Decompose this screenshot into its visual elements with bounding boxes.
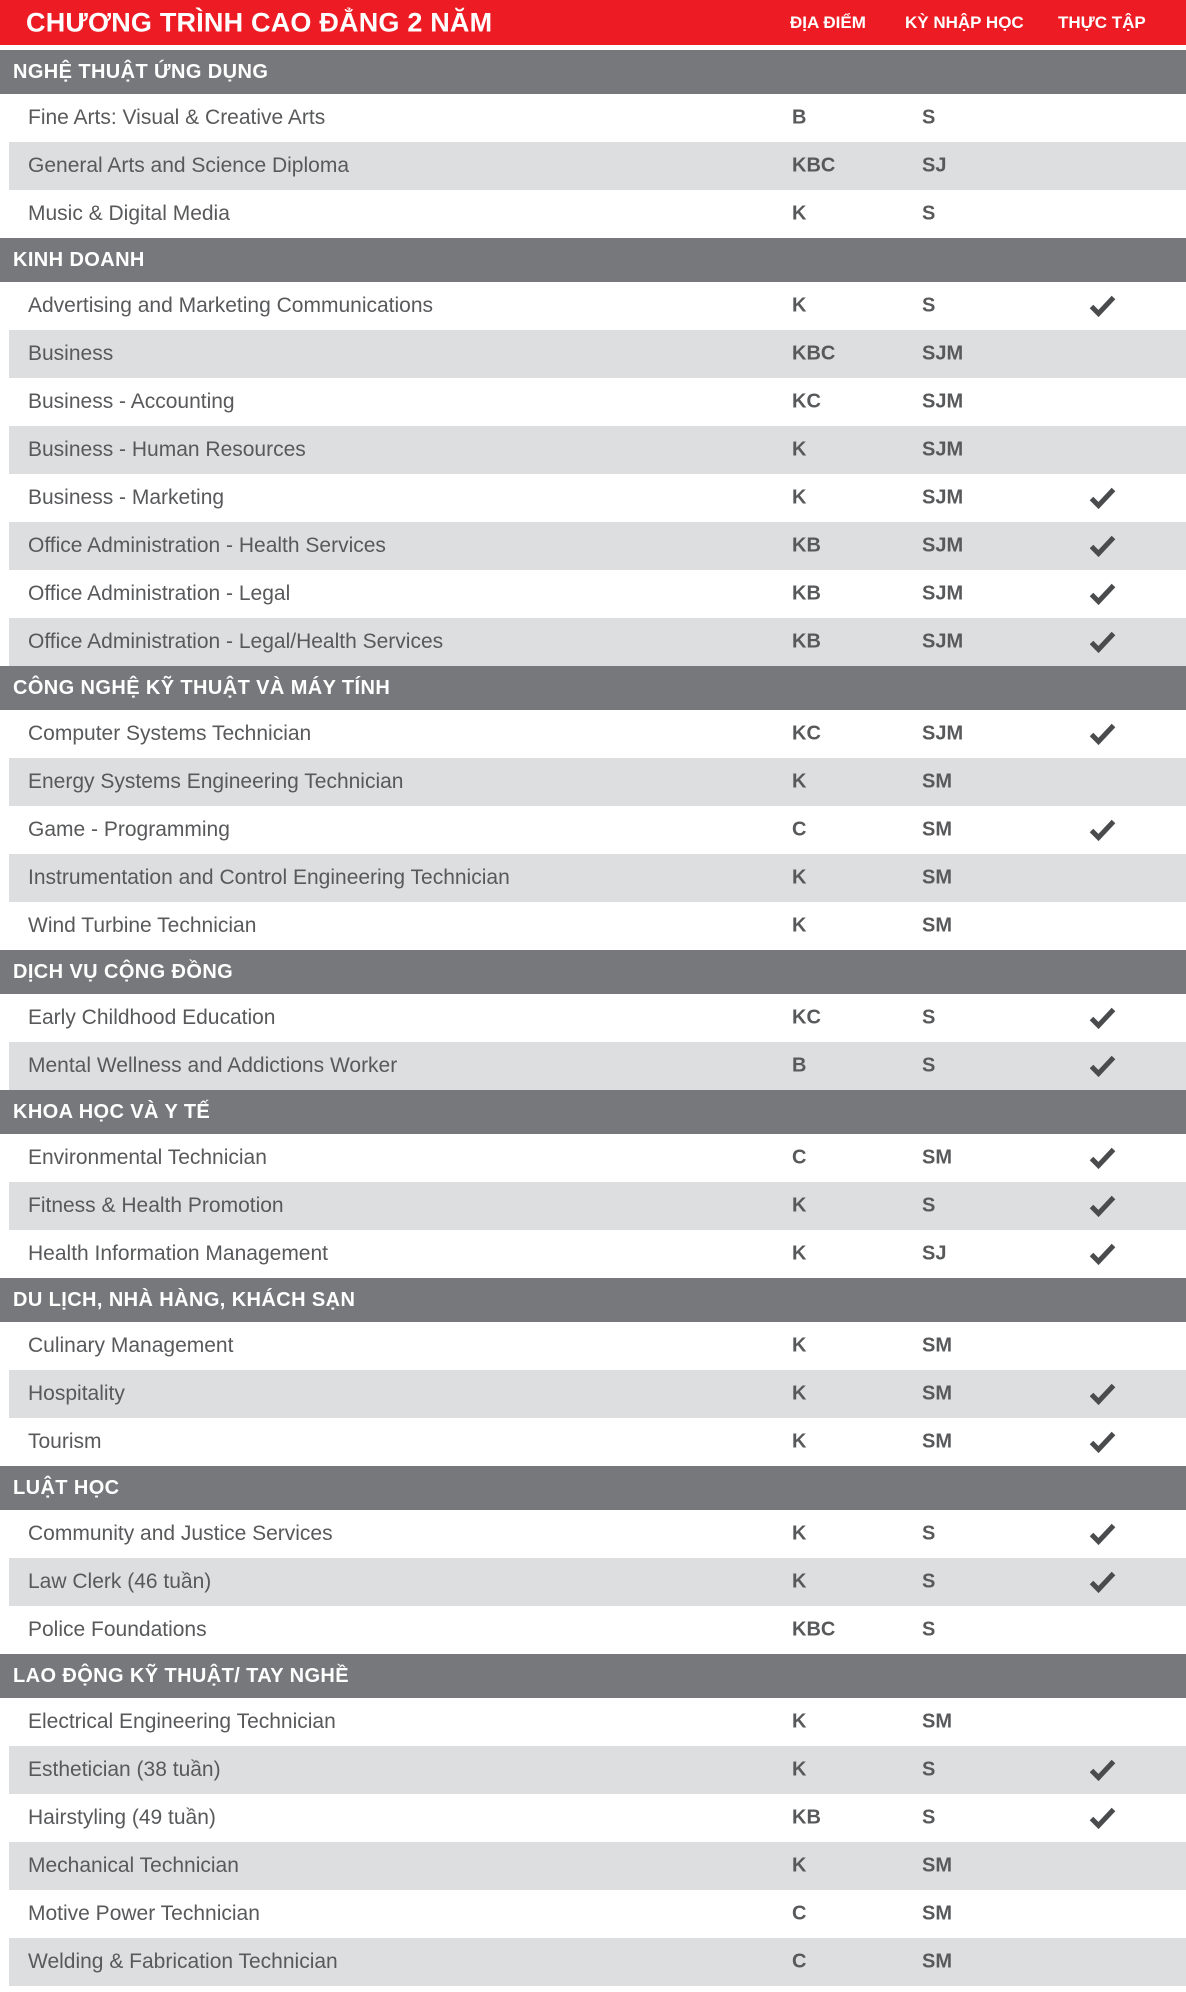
program-name: Health Information Management: [28, 1242, 328, 1265]
table-row: [0, 190, 1186, 238]
program-name: Community and Justice Services: [28, 1522, 333, 1545]
program-name: Office Administration - Health Services: [28, 534, 386, 557]
intake-code: SM: [922, 1950, 952, 1973]
program-name: Hospitality: [28, 1382, 125, 1405]
location-code: KB: [792, 534, 821, 557]
intake-code: S: [922, 1758, 936, 1781]
intake-code: S: [922, 1054, 936, 1077]
table-row: [0, 1842, 1186, 1890]
intake-code: SM: [922, 818, 952, 841]
intake-code: SJM: [922, 534, 964, 557]
check-icon: [1072, 487, 1132, 509]
intake-code: SJM: [922, 722, 964, 745]
table-row: [0, 1698, 1186, 1746]
check-icon: [1072, 1431, 1132, 1453]
table-row: [0, 758, 1186, 806]
location-code: K: [792, 1334, 807, 1357]
program-name: Mental Wellness and Addictions Worker: [28, 1054, 398, 1077]
location-code: KB: [792, 582, 821, 605]
check-icon: [1072, 535, 1132, 557]
program-name: Electrical Engineering Technician: [28, 1710, 336, 1733]
table-row: [0, 1322, 1186, 1370]
table-row: [0, 94, 1186, 142]
intake-code: SJM: [922, 486, 964, 509]
program-name: Hairstyling (49 tuần): [28, 1806, 216, 1829]
program-name: Culinary Management: [28, 1334, 234, 1357]
section-header: KHOA HỌC VÀ Y TẾ: [0, 1090, 1186, 1134]
check-icon: [1072, 1055, 1132, 1077]
table-body: [0, 45, 1186, 1986]
section-header: CÔNG NGHỆ KỸ THUẬT VÀ MÁY TÍNH: [0, 666, 1186, 710]
location-code: KB: [792, 630, 821, 653]
location-code: K: [792, 1710, 807, 1733]
program-name: Instrumentation and Control Engineering Technician: [28, 866, 510, 889]
section-header: NGHỆ THUẬT ỨNG DỤNG: [0, 50, 1186, 94]
location-code: KB: [792, 1806, 821, 1829]
program-name: Business - Accounting: [28, 390, 235, 413]
intake-code: SM: [922, 1430, 952, 1453]
location-code: C: [792, 1950, 807, 1973]
location-code: K: [792, 1430, 807, 1453]
section-header: DU LỊCH, NHÀ HÀNG, KHÁCH SẠN: [0, 1278, 1186, 1322]
location-code: B: [792, 1054, 807, 1077]
location-code: C: [792, 1146, 807, 1169]
location-code: K: [792, 914, 807, 937]
check-icon: [1072, 723, 1132, 745]
location-code: C: [792, 1902, 807, 1925]
check-icon: [1072, 1007, 1132, 1029]
table-row: [0, 142, 1186, 190]
program-name: Computer Systems Technician: [28, 722, 312, 745]
location-code: K: [792, 1758, 807, 1781]
intake-code: SJM: [922, 630, 964, 653]
check-icon: [1072, 583, 1132, 605]
program-name: Mechanical Technician: [28, 1854, 239, 1877]
intake-code: SJ: [922, 1242, 947, 1265]
program-name: Esthetician (38 tuần): [28, 1758, 221, 1781]
table-row: [0, 522, 1186, 570]
intake-code: SM: [922, 1710, 952, 1733]
program-name: Police Foundations: [28, 1618, 207, 1641]
table-row: [0, 1890, 1186, 1938]
table-row: [0, 854, 1186, 902]
location-code: K: [792, 486, 807, 509]
location-code: K: [792, 294, 807, 317]
column-header-location: ĐỊA ĐIỂM: [790, 12, 866, 32]
intake-code: S: [922, 1570, 936, 1593]
check-icon: [1072, 295, 1132, 317]
check-icon: [1072, 1571, 1132, 1593]
intake-code: SM: [922, 866, 952, 889]
intake-code: SM: [922, 1334, 952, 1357]
table-row: [0, 618, 1186, 666]
table-row: [0, 474, 1186, 522]
program-name: Office Administration - Legal: [28, 582, 291, 605]
table-row: [0, 710, 1186, 758]
table-title: CHƯƠNG TRÌNH CAO ĐẲNG 2 NĂM: [26, 7, 493, 37]
program-name: General Arts and Science Diploma: [28, 154, 349, 177]
intake-code: S: [922, 1522, 936, 1545]
program-name: Fitness & Health Promotion: [28, 1194, 284, 1217]
table-row: [0, 806, 1186, 854]
program-name: Motive Power Technician: [28, 1902, 260, 1925]
location-code: K: [792, 770, 807, 793]
location-code: K: [792, 1242, 807, 1265]
program-name: Welding & Fabrication Technician: [28, 1950, 338, 1973]
intake-code: SM: [922, 914, 952, 937]
intake-code: S: [922, 1806, 936, 1829]
location-code: KC: [792, 1006, 821, 1029]
intake-code: SJ: [922, 154, 947, 177]
program-name: Law Clerk (46 tuần): [28, 1570, 212, 1593]
table-row: [0, 1746, 1186, 1794]
table-row: [0, 426, 1186, 474]
program-name: Advertising and Marketing Communications: [28, 294, 434, 317]
program-name: Game - Programming: [28, 818, 230, 841]
intake-code: SJM: [922, 582, 964, 605]
location-code: KBC: [792, 342, 836, 365]
check-icon: [1072, 819, 1132, 841]
location-code: K: [792, 866, 807, 889]
table-row: [0, 1558, 1186, 1606]
check-icon: [1072, 1807, 1132, 1829]
intake-code: SM: [922, 1382, 952, 1405]
program-name: Tourism: [28, 1430, 102, 1453]
program-name: Fine Arts: Visual & Creative Arts: [28, 106, 326, 129]
location-code: B: [792, 106, 807, 129]
intake-code: SM: [922, 1146, 952, 1169]
program-name: Music & Digital Media: [28, 202, 230, 225]
intake-code: S: [922, 106, 936, 129]
table-row: [0, 1370, 1186, 1418]
table-row: [0, 1042, 1186, 1090]
intake-code: SJM: [922, 438, 964, 461]
intake-code: SM: [922, 1902, 952, 1925]
table-row: [0, 282, 1186, 330]
program-name: Environmental Technician: [28, 1146, 267, 1169]
location-code: C: [792, 818, 807, 841]
check-icon: [1072, 1383, 1132, 1405]
table-row: [0, 902, 1186, 950]
table-row: [0, 994, 1186, 1042]
check-icon: [1072, 1243, 1132, 1265]
intake-code: S: [922, 1618, 936, 1641]
check-icon: [1072, 1759, 1132, 1781]
table-header: [0, 0, 1186, 45]
program-name: Early Childhood Education: [28, 1006, 276, 1029]
table-row: [0, 1134, 1186, 1182]
table-row: [0, 1794, 1186, 1842]
section-header: LAO ĐỘNG KỸ THUẬT/ TAY NGHỀ: [0, 1654, 1186, 1698]
program-name: Business - Marketing: [28, 486, 225, 509]
location-code: KBC: [792, 1618, 836, 1641]
intake-code: S: [922, 294, 936, 317]
column-header-coop: THỰC TẬP: [1058, 12, 1146, 32]
location-code: KBC: [792, 154, 836, 177]
check-icon: [1072, 1195, 1132, 1217]
section-header: DỊCH VỤ CỘNG ĐỒNG: [0, 950, 1186, 994]
program-name: Office Administration - Legal/Health Services: [28, 630, 444, 653]
table-row: [0, 1230, 1186, 1278]
location-code: K: [792, 438, 807, 461]
table-row: [0, 1606, 1186, 1654]
table-row: [0, 1418, 1186, 1466]
program-name: Business - Human Resources: [28, 438, 306, 461]
program-name: Wind Turbine Technician: [28, 914, 257, 937]
location-code: K: [792, 1194, 807, 1217]
check-icon: [1072, 631, 1132, 653]
check-icon: [1072, 1523, 1132, 1545]
location-code: K: [792, 202, 807, 225]
location-code: K: [792, 1854, 807, 1877]
location-code: K: [792, 1382, 807, 1405]
intake-code: S: [922, 202, 936, 225]
location-code: KC: [792, 722, 821, 745]
section-header: LUẬT HỌC: [0, 1466, 1186, 1510]
intake-code: SM: [922, 1854, 952, 1877]
intake-code: SJM: [922, 390, 964, 413]
table-row: [0, 1182, 1186, 1230]
table-row: [0, 1938, 1186, 1986]
table-row: [0, 378, 1186, 426]
location-code: K: [792, 1522, 807, 1545]
location-code: K: [792, 1570, 807, 1593]
table-row: [0, 330, 1186, 378]
column-header-intake: KỲ NHẬP HỌC: [905, 12, 1024, 32]
intake-code: SM: [922, 770, 952, 793]
table-row: [0, 1510, 1186, 1558]
table-row: [0, 570, 1186, 618]
intake-code: SJM: [922, 342, 964, 365]
intake-code: S: [922, 1194, 936, 1217]
program-name: Energy Systems Engineering Technician: [28, 770, 404, 793]
location-code: KC: [792, 390, 821, 413]
intake-code: S: [922, 1006, 936, 1029]
section-header: KINH DOANH: [0, 238, 1186, 282]
check-icon: [1072, 1147, 1132, 1169]
program-name: Business: [28, 342, 114, 365]
